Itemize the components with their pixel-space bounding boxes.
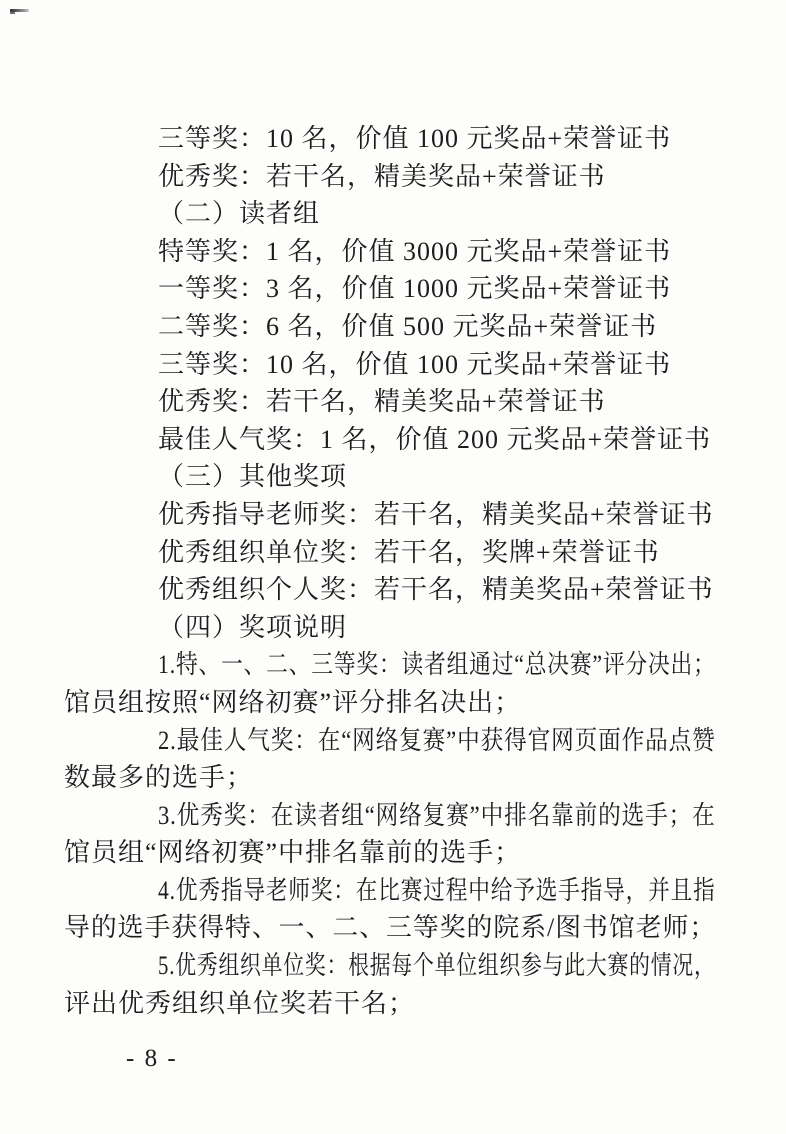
document-line: 二等奖：6 名，价值 500 元奖品+荣誉证书 <box>158 311 658 341</box>
document-line: 馆员组“网络初赛”中排名靠前的选手； <box>64 838 522 868</box>
document-line: 馆员组按照“网络初赛”评分排名决出； <box>64 687 522 717</box>
section-heading: （二）读者组 <box>158 199 321 229</box>
document-line: 4.优秀指导老师奖：在比赛过程中给予选手指导，并且指 <box>158 875 716 905</box>
section-heading: （三）其他奖项 <box>158 462 348 492</box>
document-line: 优秀奖：若干名，精美奖品+荣誉证书 <box>158 161 606 191</box>
scan-artifact-mark <box>10 9 29 12</box>
document-line: 三等奖：10 名，价值 100 元奖品+荣誉证书 <box>158 124 672 153</box>
section-heading: （四）奖项说明 <box>158 612 348 642</box>
document-line: 最佳人气奖：1 名，价值 200 元奖品+荣誉证书 <box>158 424 712 454</box>
document-line: 优秀组织个人奖：若干名，精美奖品+荣誉证书 <box>158 575 714 605</box>
document-line: 3.优秀奖：在读者组“网络复赛”中排名靠前的选手；在 <box>158 800 716 830</box>
page-number: - 8 - <box>126 1045 178 1072</box>
document-line: 评出优秀组织单位奖若干名； <box>64 988 416 1018</box>
document-body <box>64 120 716 1022</box>
document-line: 1.特、一、二、三等奖：读者组通过“总决赛”评分决出； <box>158 650 716 680</box>
document-line: 优秀奖：若干名，精美奖品+荣誉证书 <box>158 387 606 417</box>
document-line: 优秀指导老师奖：若干名，精美奖品+荣誉证书 <box>158 499 714 529</box>
document-line: 2.最佳人气奖：在“网络复赛”中获得官网页面作品点赞 <box>158 725 716 755</box>
document-line: 优秀组织单位奖：若干名，奖牌+荣誉证书 <box>158 537 660 567</box>
document-line: 导的选手获得特、一、二、三等奖的院系/图书馆老师； <box>64 913 717 943</box>
document-line: 特等奖：1 名，价值 3000 元奖品+荣誉证书 <box>158 236 672 266</box>
document-line: 一等奖：3 名，价值 1000 元奖品+荣誉证书 <box>158 274 672 304</box>
document-line: 数最多的选手； <box>64 763 254 793</box>
document-line: 三等奖：10 名，价值 100 元奖品+荣誉证书 <box>158 349 672 379</box>
document-line: 5.优秀组织单位奖：根据每个单位组织参与此大赛的情况， <box>158 951 716 981</box>
